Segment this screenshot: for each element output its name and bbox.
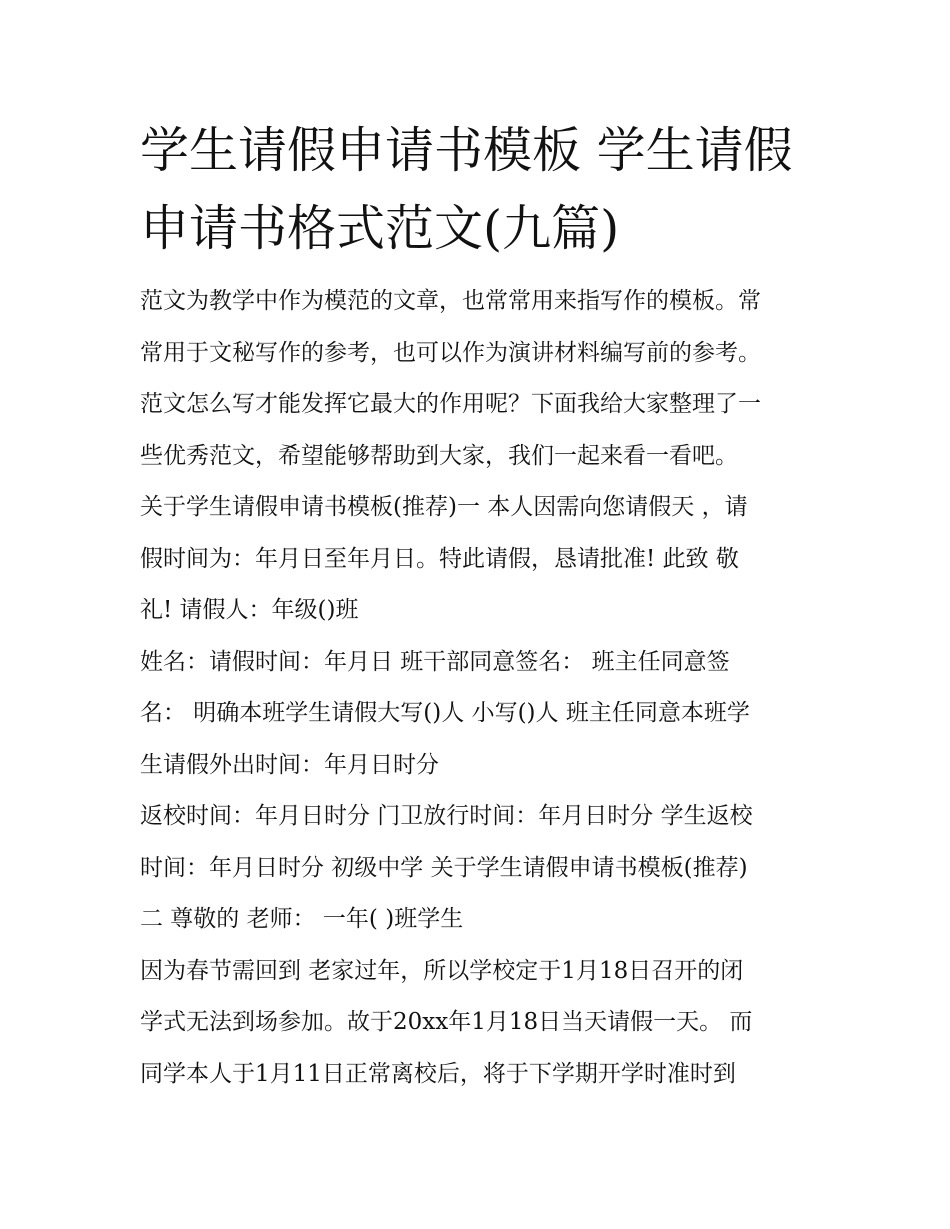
body-line: 范文怎么写才能发挥它最大的作用呢？下面我给大家整理了一 bbox=[140, 391, 761, 417]
title-line: 申请书格式范文(九篇) bbox=[140, 200, 620, 257]
body-line: 同学本人于1月11日正常离校后，将于下学期开学时准时到 bbox=[140, 1060, 736, 1087]
body-line: 假时间为：年月日至年月日。特此请假，恳请批准! 此致 敬 bbox=[140, 545, 739, 572]
body-line: 时间：年月日时分 初级中学 关于学生请假申请书模板(推荐) bbox=[140, 854, 748, 881]
document-title bbox=[140, 112, 820, 268]
body-line: 学式无法到场参加。故于20xx年1月18日当天请假一天。 而 bbox=[140, 1009, 753, 1035]
body-line: 常用于文秘写作的参考，也可以作为演讲材料编写前的参考。 bbox=[140, 339, 761, 366]
body-line: 些优秀范文，希望能够帮助到大家，我们一起来看一看吧。 bbox=[140, 442, 738, 469]
document-body bbox=[140, 280, 830, 1104]
body-line: 范文为教学中作为模范的文章，也常常用来指写作的模板。常 bbox=[140, 288, 761, 314]
body-line: 礼! 请假人：年级()班 bbox=[140, 597, 359, 623]
body-line: 因为春节需回到 老家过年，所以学校定于1月18日召开的闭 bbox=[140, 957, 744, 984]
title-line: 学生请假申请书模板 学生请假 bbox=[140, 122, 793, 179]
body-line: 关于学生请假申请书模板(推荐)一 本人因需向您请假天 ，请 bbox=[140, 494, 748, 520]
body-line: 返校时间：年月日时分 门卫放行时间：年月日时分 学生返校 bbox=[140, 803, 753, 829]
body-line: 生请假外出时间：年月日时分 bbox=[140, 751, 439, 778]
body-line: 姓名：请假时间：年月日 班干部同意签名： 班主任同意签 bbox=[140, 648, 730, 675]
body-line: 二 尊敬的 老师： 一年( )班学生 bbox=[140, 906, 464, 932]
body-line: 名： 明确本班学生请假大写()人 小写()人 班主任同意本班学 bbox=[140, 700, 750, 726]
